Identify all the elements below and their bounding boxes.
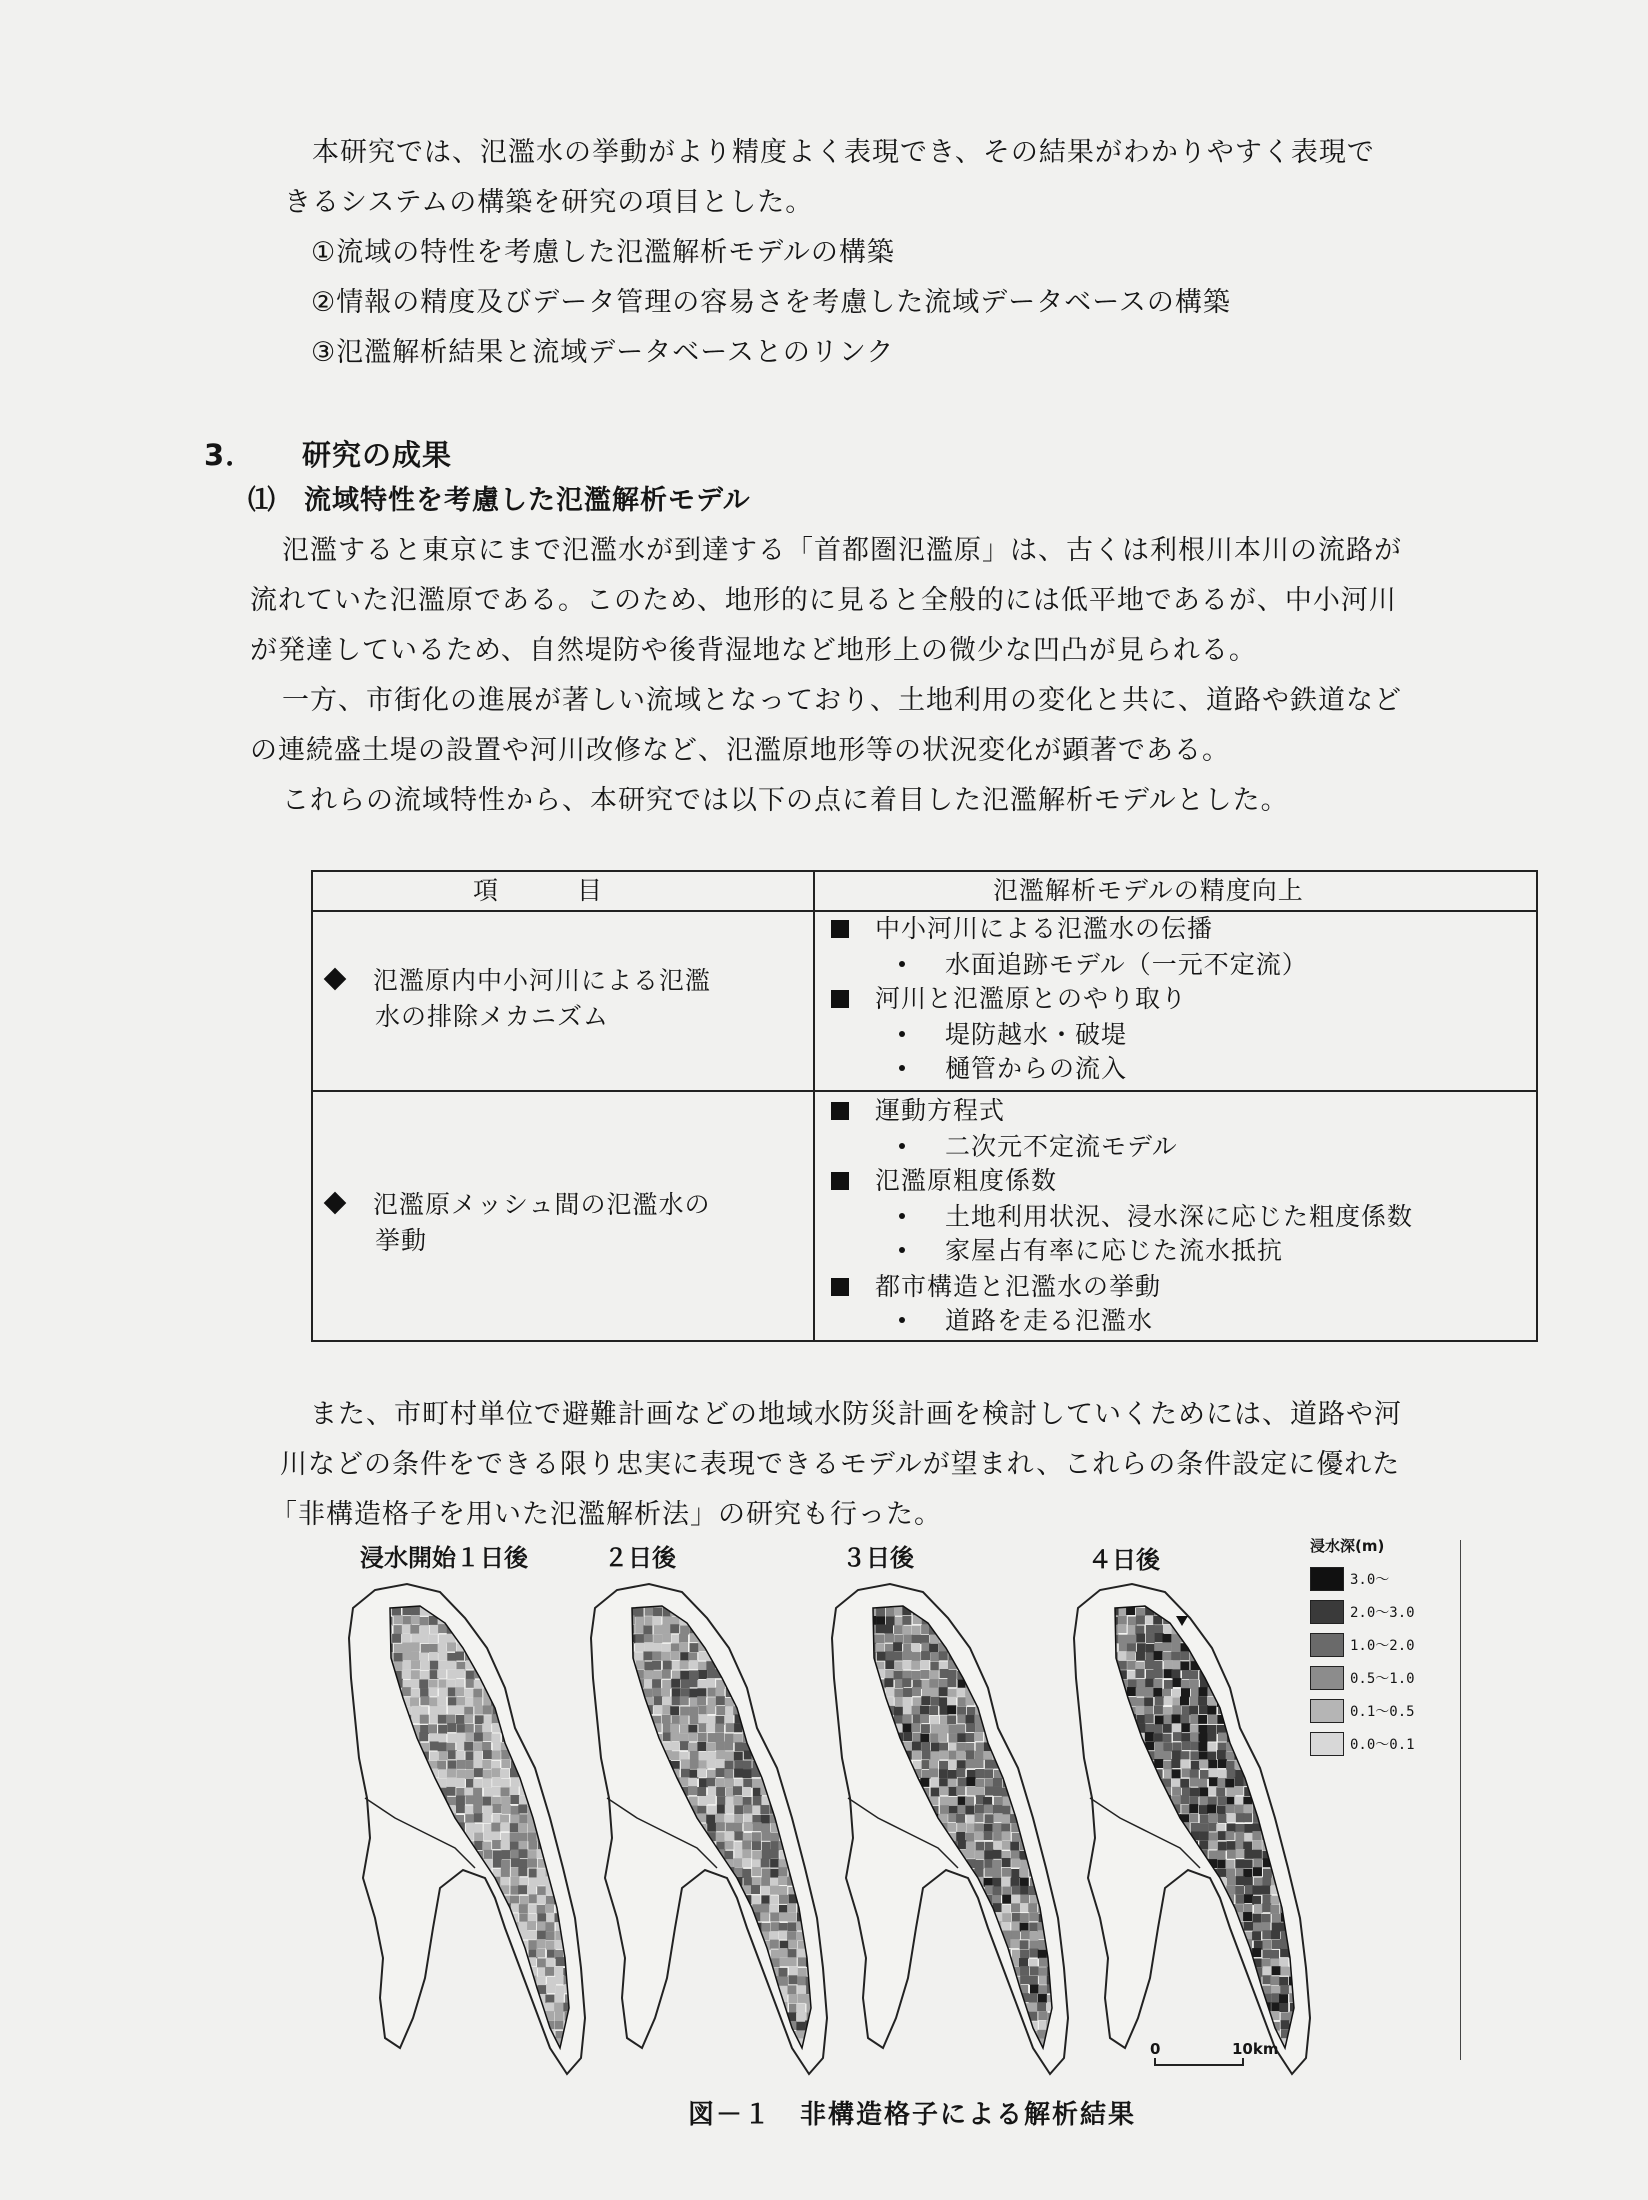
after-line-3: 「非構造格子を用いた氾濫解析法」の研究も行った。 <box>270 1499 942 1530</box>
scale-bar <box>1150 2040 1300 2080</box>
legend-label: 0.5〜1.0 <box>1350 1670 1415 1687</box>
dot-bullet-icon <box>899 1031 905 1037</box>
scale-tick-end <box>1242 2058 1244 2066</box>
panel-label-4: ４日後 <box>1088 1546 1160 1574</box>
flood-map-day-1 <box>345 1578 590 2078</box>
scale-start-label: 0 <box>1150 2040 1161 2058</box>
legend-swatch <box>1310 1600 1344 1624</box>
legend-swatch <box>1310 1732 1344 1756</box>
depth-legend <box>1310 1535 1470 1760</box>
dot-bullet-icon <box>899 1143 905 1149</box>
subsection-title: ⑴ 流域特性を考慮した氾濫解析モデル <box>248 485 751 516</box>
table-row1-item-2: 水面追跡モデル（一元不定流） <box>899 948 1308 982</box>
model-table <box>311 870 1538 1342</box>
scale-end-label: 10km <box>1232 2040 1279 2058</box>
diamond-bullet-icon <box>324 1192 347 1215</box>
scale-line <box>1154 2064 1244 2066</box>
paragraph-line-5: の連続盛土堤の設置や河川改修など、氾濫原地形等の状況変化が顕著である。 <box>250 735 1230 766</box>
flood-map-day-2 <box>587 1578 832 2078</box>
legend-row <box>1310 1562 1470 1595</box>
legend-swatch <box>1310 1699 1344 1723</box>
flood-map-day-3 <box>828 1578 1073 2078</box>
legend-label: 1.0〜2.0 <box>1350 1637 1415 1654</box>
legend-swatch <box>1310 1567 1344 1591</box>
table-row-divider <box>313 1090 1536 1092</box>
intro-line-1: 本研究では、氾濫水の挙動がより精度よく表現でき、その結果がわかりやすく表現で <box>312 137 1375 168</box>
table-row2-left-line1: 氾濫原メッシュ間の氾濫水の <box>327 1188 711 1222</box>
after-line-2: 川などの条件をできる限り忠実に表現できるモデルが望まれ、これらの条件設定に優れた <box>280 1449 1401 1480</box>
table-row1-item-4: 堤防越水・破堤 <box>899 1018 1127 1052</box>
legend-swatch <box>1310 1666 1344 1690</box>
legend-swatch <box>1310 1633 1344 1657</box>
dot-bullet-icon <box>899 1213 905 1219</box>
legend-row <box>1310 1727 1470 1760</box>
intro-line-2: きるシステムの構築を研究の項目とした。 <box>284 187 814 218</box>
panel-label-3: ３日後 <box>842 1544 914 1572</box>
dot-bullet-icon <box>899 1247 905 1253</box>
paragraph-line-4: 一方、市街化の進展が著しい流域となっており、土地利用の変化と共に、道路や鉄道など <box>282 685 1402 716</box>
legend-row <box>1310 1661 1470 1694</box>
legend-label: 0.0〜0.1 <box>1350 1736 1415 1753</box>
table-row2-item-6: 都市構造と氾濫水の挙動 <box>831 1270 1161 1304</box>
section-number: 3． <box>204 438 256 472</box>
paragraph-line-1: 氾濫すると東京にまで氾濫水が到達する「首都圏氾濫原」は、古くは利根川本川の流路が <box>282 535 1402 566</box>
dot-bullet-icon <box>899 1065 905 1071</box>
table-row2-left-line2: 挙動 <box>375 1226 428 1255</box>
legend-label: 2.0〜3.0 <box>1350 1604 1415 1621</box>
after-line-1: また、市町村単位で避難計画などの地域水防災計画を検討していくためには、道路や河 <box>310 1399 1402 1430</box>
square-bullet-icon <box>831 920 849 938</box>
scale-tick-start <box>1154 2058 1156 2066</box>
panel-label-2: ２日後 <box>604 1544 676 1572</box>
table-column-divider <box>813 872 815 1340</box>
dot-bullet-icon <box>899 1317 905 1323</box>
legend-row <box>1310 1628 1470 1661</box>
table-row1-left-line1: 氾濫原内中小河川による氾濫 <box>327 964 711 998</box>
legend-divider <box>1460 1540 1461 2060</box>
table-row2-item-1: 運動方程式 <box>831 1094 1005 1128</box>
table-row2-item-5: 家屋占有率に応じた流水抵抗 <box>899 1234 1283 1268</box>
flood-map-day-4 <box>1070 1578 1315 2078</box>
intro-item-1: ①流域の特性を考慮した氾濫解析モデルの構築 <box>311 237 895 268</box>
square-bullet-icon <box>831 1172 849 1190</box>
section-title: 研究の成果 <box>302 438 453 472</box>
intro-item-2: ②情報の精度及びデータ管理の容易さを考慮した流域データベースの構築 <box>311 287 1231 318</box>
square-bullet-icon <box>831 1278 849 1296</box>
table-row1-left-line2: 水の排除メカニズム <box>375 1002 610 1031</box>
legend-row <box>1310 1595 1470 1628</box>
legend-title: 浸水深(m) <box>1310 1537 1385 1555</box>
paragraph-line-6: これらの流域特性から、本研究では以下の点に着目した氾濫解析モデルとした。 <box>282 785 1289 816</box>
square-bullet-icon <box>831 1102 849 1120</box>
table-row1-item-3: 河川と氾濫原とのやり取り <box>831 982 1187 1016</box>
intro-item-3: ③氾濫解析結果と流域データベースとのリンク <box>311 337 895 368</box>
square-bullet-icon <box>831 990 849 1008</box>
dot-bullet-icon <box>899 961 905 967</box>
table-row2-item-4: 土地利用状況、浸水深に応じた粗度係数 <box>899 1200 1413 1234</box>
table-row1-item-1: 中小河川による氾濫水の伝播 <box>831 912 1213 946</box>
table-row2-item-7: 道路を走る氾濫水 <box>899 1304 1153 1338</box>
paragraph-line-3: が発達しているため、自然堤防や後背湿地など地形上の微少な凹凸が見られる。 <box>250 635 1257 666</box>
table-row2-item-3: 氾濫原粗度係数 <box>831 1164 1057 1198</box>
legend-label: 0.1〜0.5 <box>1350 1703 1415 1720</box>
paragraph-line-2: 流れていた氾濫原である。このため、地形的に見ると全般的には低平地であるが、中小河川 <box>250 585 1397 616</box>
legend-label: 3.0〜 <box>1350 1571 1390 1588</box>
figure-caption: 図－１ 非構造格子による解析結果 <box>688 2100 1137 2130</box>
table-row1-item-5: 樋管からの流入 <box>899 1052 1127 1086</box>
table-header-right: 氾濫解析モデルの精度向上 <box>993 876 1304 905</box>
table-header-left: 項 目 <box>473 876 604 905</box>
diamond-bullet-icon <box>324 968 347 991</box>
panel-label-1: 浸水開始１日後 <box>360 1544 528 1572</box>
table-row2-item-2: 二次元不定流モデル <box>899 1130 1178 1164</box>
legend-row <box>1310 1694 1470 1727</box>
